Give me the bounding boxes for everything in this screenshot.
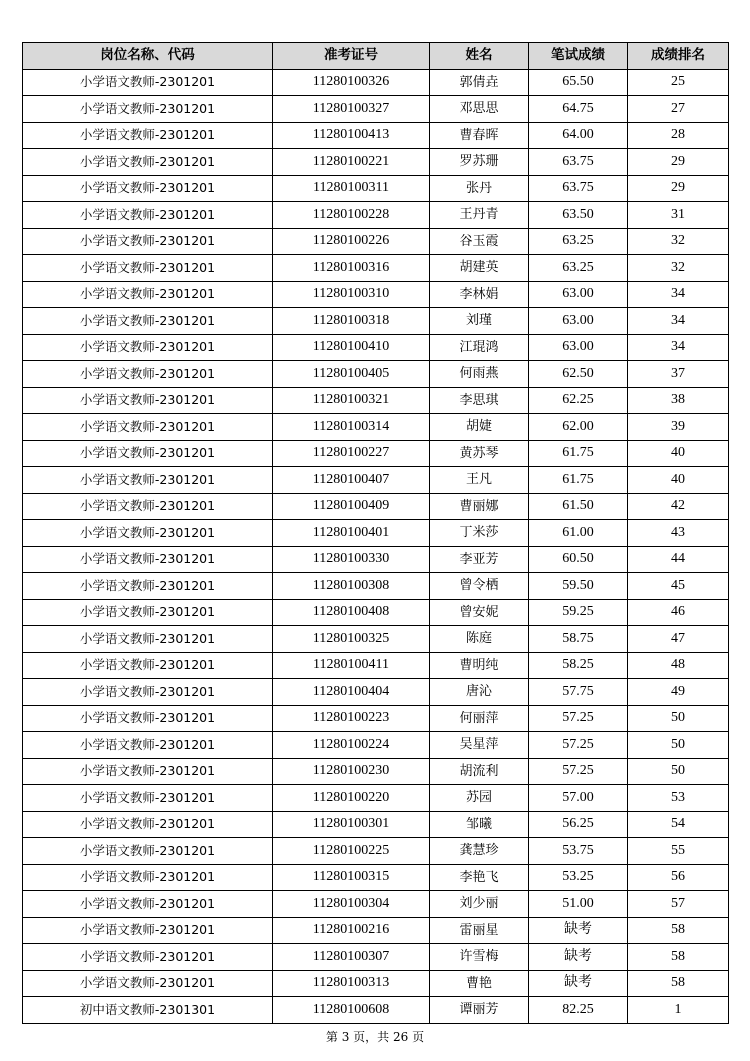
cell-written-score: 62.00 xyxy=(529,414,628,441)
cell-rank: 48 xyxy=(628,652,729,679)
table-body xyxy=(23,69,729,1023)
header-written-score: 笔试成绩 xyxy=(529,43,628,70)
cell-position: 小学语文教师-2301201 xyxy=(23,573,273,600)
cell-rank: 40 xyxy=(628,440,729,467)
cell-name: 李思琪 xyxy=(430,387,529,414)
cell-ticket-number: 11280100404 xyxy=(273,679,430,706)
cell-ticket-number: 11280100310 xyxy=(273,281,430,308)
cell-rank: 58 xyxy=(628,944,729,971)
cell-ticket-number: 11280100224 xyxy=(273,732,430,759)
cell-ticket-number: 11280100321 xyxy=(273,387,430,414)
cell-written-score: 缺考 xyxy=(529,944,628,971)
cell-name: 曹春晖 xyxy=(430,122,529,149)
cell-position: 小学语文教师-2301201 xyxy=(23,520,273,547)
cell-written-score: 51.00 xyxy=(529,891,628,918)
cell-ticket-number: 11280100226 xyxy=(273,228,430,255)
cell-position: 小学语文教师-2301201 xyxy=(23,96,273,123)
cell-rank: 38 xyxy=(628,387,729,414)
cell-position: 小学语文教师-2301201 xyxy=(23,334,273,361)
cell-ticket-number: 11280100301 xyxy=(273,811,430,838)
cell-ticket-number: 11280100408 xyxy=(273,599,430,626)
cell-position: 小学语文教师-2301201 xyxy=(23,387,273,414)
cell-position: 小学语文教师-2301201 xyxy=(23,626,273,653)
table-row xyxy=(23,573,729,600)
cell-position: 小学语文教师-2301201 xyxy=(23,732,273,759)
cell-name: 胡流利 xyxy=(430,758,529,785)
table-row xyxy=(23,281,729,308)
cell-rank: 37 xyxy=(628,361,729,388)
table-row xyxy=(23,149,729,176)
header-rank: 成绩排名 xyxy=(628,43,729,70)
cell-name: 唐沁 xyxy=(430,679,529,706)
cell-position: 小学语文教师-2301201 xyxy=(23,467,273,494)
table-row xyxy=(23,361,729,388)
cell-rank: 29 xyxy=(628,149,729,176)
cell-rank: 31 xyxy=(628,202,729,229)
cell-name: 王凡 xyxy=(430,467,529,494)
table-row xyxy=(23,440,729,467)
cell-ticket-number: 11280100315 xyxy=(273,864,430,891)
cell-rank: 45 xyxy=(628,573,729,600)
table-row xyxy=(23,944,729,971)
page-footer: 第 3 页，共 26 页 xyxy=(325,1030,425,1044)
cell-name: 江琨鸿 xyxy=(430,334,529,361)
cell-ticket-number: 11280100225 xyxy=(273,838,430,865)
table-row xyxy=(23,96,729,123)
cell-ticket-number: 11280100325 xyxy=(273,626,430,653)
cell-ticket-number: 11280100223 xyxy=(273,705,430,732)
cell-ticket-number: 11280100220 xyxy=(273,785,430,812)
cell-written-score: 59.25 xyxy=(529,599,628,626)
cell-name: 雷丽星 xyxy=(430,917,529,944)
cell-position: 小学语文教师-2301201 xyxy=(23,679,273,706)
table-row xyxy=(23,414,729,441)
cell-name: 李艳飞 xyxy=(430,864,529,891)
cell-ticket-number: 11280100330 xyxy=(273,546,430,573)
cell-position: 小学语文教师-2301201 xyxy=(23,414,273,441)
header-position: 岗位名称、代码 xyxy=(23,43,273,70)
cell-written-score: 57.25 xyxy=(529,705,628,732)
cell-ticket-number: 11280100407 xyxy=(273,467,430,494)
cell-written-score: 63.75 xyxy=(529,149,628,176)
cell-ticket-number: 11280100221 xyxy=(273,149,430,176)
cell-position: 小学语文教师-2301201 xyxy=(23,838,273,865)
cell-written-score: 62.50 xyxy=(529,361,628,388)
table-row xyxy=(23,546,729,573)
cell-rank: 49 xyxy=(628,679,729,706)
table-row xyxy=(23,652,729,679)
cell-ticket-number: 11280100411 xyxy=(273,652,430,679)
cell-name: 郭倩垚 xyxy=(430,69,529,96)
cell-name: 曾令栖 xyxy=(430,573,529,600)
cell-ticket-number: 11280100401 xyxy=(273,520,430,547)
cell-written-score: 59.50 xyxy=(529,573,628,600)
cell-rank: 34 xyxy=(628,308,729,335)
cell-written-score: 58.25 xyxy=(529,652,628,679)
cell-written-score: 62.25 xyxy=(529,387,628,414)
cell-name: 胡婕 xyxy=(430,414,529,441)
cell-ticket-number: 11280100311 xyxy=(273,175,430,202)
table-header-row xyxy=(23,43,729,70)
cell-ticket-number: 11280100327 xyxy=(273,96,430,123)
cell-position: 小学语文教师-2301201 xyxy=(23,811,273,838)
cell-written-score: 63.25 xyxy=(529,228,628,255)
cell-position: 小学语文教师-2301201 xyxy=(23,202,273,229)
cell-written-score: 82.25 xyxy=(529,997,628,1024)
cell-position: 小学语文教师-2301201 xyxy=(23,69,273,96)
cell-position: 小学语文教师-2301201 xyxy=(23,970,273,997)
table-row xyxy=(23,891,729,918)
cell-position: 小学语文教师-2301201 xyxy=(23,785,273,812)
cell-written-score: 缺考 xyxy=(529,917,628,944)
cell-rank: 55 xyxy=(628,838,729,865)
cell-position: 初中语文教师-2301301 xyxy=(23,997,273,1024)
cell-rank: 56 xyxy=(628,864,729,891)
cell-rank: 58 xyxy=(628,970,729,997)
cell-ticket-number: 11280100410 xyxy=(273,334,430,361)
cell-name: 李亚芳 xyxy=(430,546,529,573)
cell-name: 曾安妮 xyxy=(430,599,529,626)
cell-name: 谷玉霞 xyxy=(430,228,529,255)
table-row xyxy=(23,122,729,149)
cell-position: 小学语文教师-2301201 xyxy=(23,255,273,282)
table-row xyxy=(23,811,729,838)
cell-written-score: 63.50 xyxy=(529,202,628,229)
cell-ticket-number: 11280100230 xyxy=(273,758,430,785)
table-row xyxy=(23,202,729,229)
cell-written-score: 63.00 xyxy=(529,308,628,335)
cell-rank: 42 xyxy=(628,493,729,520)
cell-name: 胡建英 xyxy=(430,255,529,282)
cell-rank: 58 xyxy=(628,917,729,944)
table-row xyxy=(23,599,729,626)
cell-name: 罗苏珊 xyxy=(430,149,529,176)
table-row xyxy=(23,758,729,785)
table-row xyxy=(23,520,729,547)
table-row xyxy=(23,493,729,520)
cell-ticket-number: 11280100228 xyxy=(273,202,430,229)
cell-rank: 27 xyxy=(628,96,729,123)
table-row xyxy=(23,69,729,96)
cell-position: 小学语文教师-2301201 xyxy=(23,599,273,626)
cell-rank: 29 xyxy=(628,175,729,202)
cell-rank: 39 xyxy=(628,414,729,441)
cell-ticket-number: 11280100318 xyxy=(273,308,430,335)
cell-rank: 53 xyxy=(628,785,729,812)
cell-name: 吴星萍 xyxy=(430,732,529,759)
table-row xyxy=(23,626,729,653)
cell-ticket-number: 11280100316 xyxy=(273,255,430,282)
score-table xyxy=(22,42,729,1024)
header-ticket-number: 准考证号 xyxy=(273,43,430,70)
cell-rank: 32 xyxy=(628,255,729,282)
cell-rank: 46 xyxy=(628,599,729,626)
cell-position: 小学语文教师-2301201 xyxy=(23,493,273,520)
cell-written-score: 61.75 xyxy=(529,440,628,467)
cell-rank: 34 xyxy=(628,334,729,361)
table-row xyxy=(23,228,729,255)
table-row xyxy=(23,705,729,732)
cell-written-score: 61.00 xyxy=(529,520,628,547)
cell-ticket-number: 11280100307 xyxy=(273,944,430,971)
table-row xyxy=(23,308,729,335)
table-row xyxy=(23,679,729,706)
cell-written-score: 64.00 xyxy=(529,122,628,149)
cell-written-score: 63.75 xyxy=(529,175,628,202)
cell-rank: 50 xyxy=(628,732,729,759)
cell-name: 龚慧珍 xyxy=(430,838,529,865)
table-row xyxy=(23,334,729,361)
cell-name: 谭丽芳 xyxy=(430,997,529,1024)
cell-name: 丁米莎 xyxy=(430,520,529,547)
cell-rank: 47 xyxy=(628,626,729,653)
cell-name: 王丹青 xyxy=(430,202,529,229)
table-row xyxy=(23,864,729,891)
cell-position: 小学语文教师-2301201 xyxy=(23,546,273,573)
cell-position: 小学语文教师-2301201 xyxy=(23,308,273,335)
cell-position: 小学语文教师-2301201 xyxy=(23,149,273,176)
table-row xyxy=(23,467,729,494)
cell-written-score: 56.25 xyxy=(529,811,628,838)
cell-rank: 40 xyxy=(628,467,729,494)
cell-rank: 34 xyxy=(628,281,729,308)
table-row xyxy=(23,255,729,282)
cell-name: 许雪梅 xyxy=(430,944,529,971)
cell-written-score: 57.25 xyxy=(529,732,628,759)
table-row xyxy=(23,387,729,414)
cell-written-score: 缺考 xyxy=(529,970,628,997)
cell-name: 李林娟 xyxy=(430,281,529,308)
cell-position: 小学语文教师-2301201 xyxy=(23,917,273,944)
cell-written-score: 57.25 xyxy=(529,758,628,785)
cell-rank: 43 xyxy=(628,520,729,547)
cell-name: 张丹 xyxy=(430,175,529,202)
cell-rank: 50 xyxy=(628,705,729,732)
cell-written-score: 61.75 xyxy=(529,467,628,494)
cell-name: 陈庭 xyxy=(430,626,529,653)
cell-written-score: 65.50 xyxy=(529,69,628,96)
cell-ticket-number: 11280100216 xyxy=(273,917,430,944)
cell-written-score: 63.25 xyxy=(529,255,628,282)
table-row xyxy=(23,838,729,865)
cell-written-score: 53.25 xyxy=(529,864,628,891)
cell-ticket-number: 11280100409 xyxy=(273,493,430,520)
cell-position: 小学语文教师-2301201 xyxy=(23,758,273,785)
cell-position: 小学语文教师-2301201 xyxy=(23,228,273,255)
cell-name: 曹明纯 xyxy=(430,652,529,679)
cell-written-score: 61.50 xyxy=(529,493,628,520)
cell-written-score: 63.00 xyxy=(529,281,628,308)
cell-name: 刘瑾 xyxy=(430,308,529,335)
cell-written-score: 57.00 xyxy=(529,785,628,812)
cell-position: 小学语文教师-2301201 xyxy=(23,891,273,918)
cell-ticket-number: 11280100308 xyxy=(273,573,430,600)
cell-name: 邓思思 xyxy=(430,96,529,123)
cell-written-score: 64.75 xyxy=(529,96,628,123)
cell-written-score: 53.75 xyxy=(529,838,628,865)
cell-rank: 57 xyxy=(628,891,729,918)
table-row xyxy=(23,732,729,759)
cell-position: 小学语文教师-2301201 xyxy=(23,281,273,308)
score-table-container xyxy=(22,42,728,1024)
table-row xyxy=(23,970,729,997)
cell-position: 小学语文教师-2301201 xyxy=(23,864,273,891)
cell-rank: 54 xyxy=(628,811,729,838)
cell-ticket-number: 11280100413 xyxy=(273,122,430,149)
cell-name: 曹丽娜 xyxy=(430,493,529,520)
cell-ticket-number: 11280100326 xyxy=(273,69,430,96)
cell-name: 何雨燕 xyxy=(430,361,529,388)
cell-written-score: 63.00 xyxy=(529,334,628,361)
cell-ticket-number: 11280100405 xyxy=(273,361,430,388)
cell-rank: 1 xyxy=(628,997,729,1024)
cell-name: 刘少丽 xyxy=(430,891,529,918)
cell-name: 黄苏琴 xyxy=(430,440,529,467)
cell-rank: 25 xyxy=(628,69,729,96)
cell-ticket-number: 11280100608 xyxy=(273,997,430,1024)
cell-name: 曹艳 xyxy=(430,970,529,997)
cell-ticket-number: 11280100304 xyxy=(273,891,430,918)
cell-position: 小学语文教师-2301201 xyxy=(23,944,273,971)
cell-rank: 44 xyxy=(628,546,729,573)
table-row xyxy=(23,175,729,202)
cell-name: 何丽萍 xyxy=(430,705,529,732)
table-row xyxy=(23,997,729,1024)
table-row xyxy=(23,785,729,812)
cell-written-score: 57.75 xyxy=(529,679,628,706)
cell-name: 邹曦 xyxy=(430,811,529,838)
cell-position: 小学语文教师-2301201 xyxy=(23,440,273,467)
cell-written-score: 60.50 xyxy=(529,546,628,573)
cell-rank: 28 xyxy=(628,122,729,149)
cell-written-score: 58.75 xyxy=(529,626,628,653)
header-name: 姓名 xyxy=(430,43,529,70)
cell-position: 小学语文教师-2301201 xyxy=(23,705,273,732)
table-row xyxy=(23,917,729,944)
cell-position: 小学语文教师-2301201 xyxy=(23,652,273,679)
cell-ticket-number: 11280100313 xyxy=(273,970,430,997)
cell-name: 苏园 xyxy=(430,785,529,812)
cell-rank: 32 xyxy=(628,228,729,255)
cell-ticket-number: 11280100314 xyxy=(273,414,430,441)
cell-position: 小学语文教师-2301201 xyxy=(23,122,273,149)
cell-rank: 50 xyxy=(628,758,729,785)
cell-ticket-number: 11280100227 xyxy=(273,440,430,467)
cell-position: 小学语文教师-2301201 xyxy=(23,175,273,202)
cell-position: 小学语文教师-2301201 xyxy=(23,361,273,388)
